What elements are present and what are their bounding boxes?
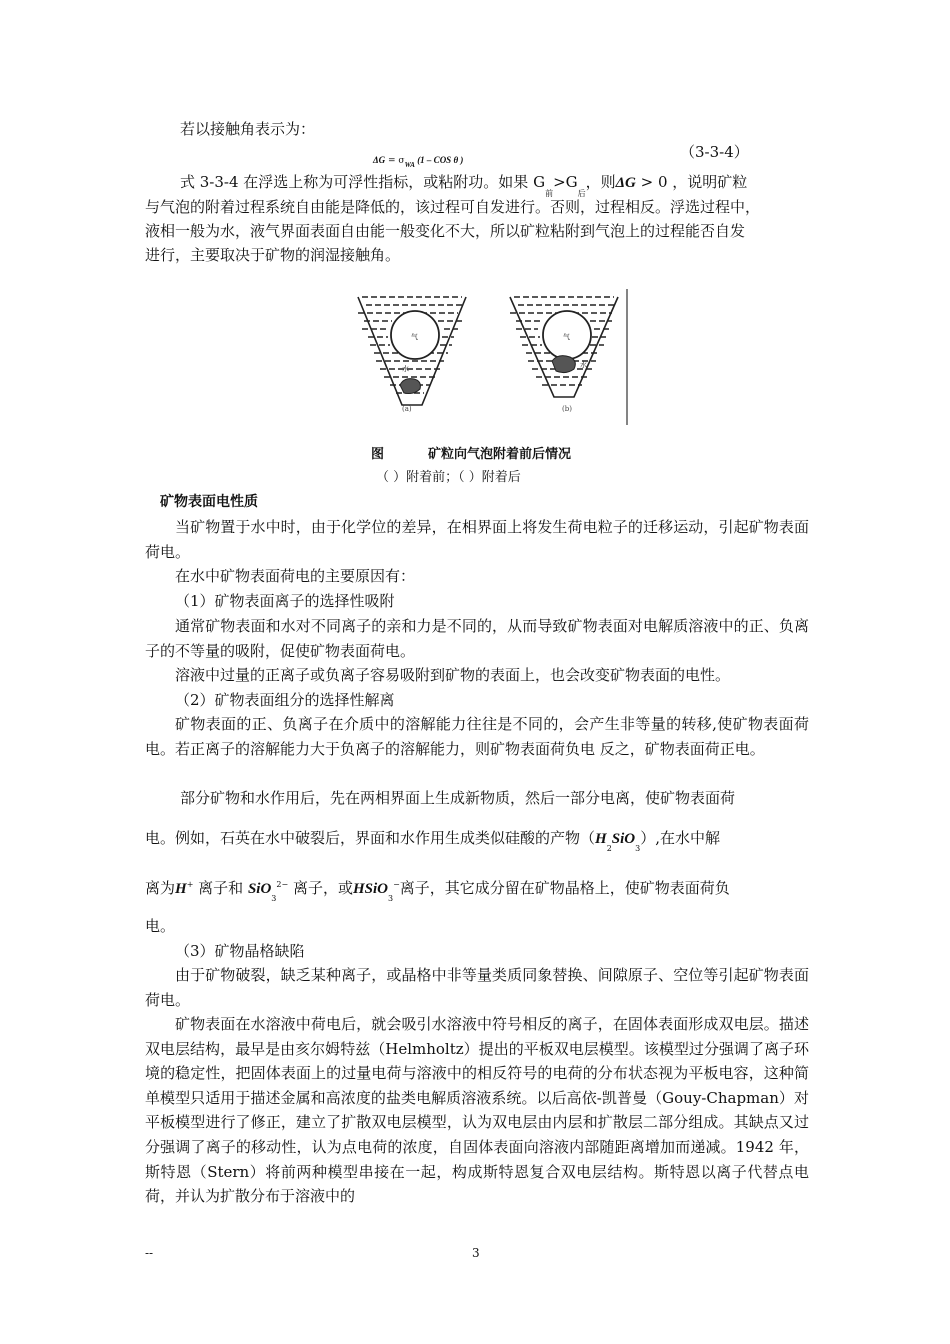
formula-h-sub: 2 bbox=[606, 844, 612, 853]
figure-caption: 矿粒向气泡附着前后情况 bbox=[428, 447, 572, 462]
p1-line3: 液相一般为水，液气界面表面自由能一般变化不大，所以矿粒粘附到气泡上的过程能否自发 bbox=[145, 222, 746, 240]
formula-eq: = σ bbox=[385, 156, 405, 166]
ion-hsio3-charge: − bbox=[393, 880, 400, 889]
ion-sio3-sub: 3 bbox=[271, 894, 277, 903]
formula bbox=[373, 154, 463, 167]
equation-number: （3-3-4） bbox=[680, 143, 749, 161]
p1-delta-g: ΔG bbox=[615, 175, 636, 191]
page-number: 3 bbox=[472, 1246, 480, 1260]
intro-text: 若以接触角表示为： bbox=[180, 120, 316, 138]
ion-h: H bbox=[175, 881, 187, 897]
para-h-line3 bbox=[145, 876, 730, 903]
para-f: （2）矿物表面组分的选择性解离 bbox=[175, 691, 395, 709]
para-b: 在水中矿物表面荷电的主要原因有： bbox=[175, 567, 416, 585]
formula-h: H bbox=[595, 831, 607, 847]
p1-text-c: > 0 ，说明矿粒 bbox=[635, 173, 748, 191]
ion-sio3-charge: 2− bbox=[276, 880, 289, 889]
p1-line2: 与气泡的附着过程系统自由能是降低的，该过程可自发进行。否则，过程相反。浮选过程中， bbox=[145, 198, 761, 216]
para-d: 通常矿物表面和水对不同离子的亲和力是不同的，从而导致矿物表面对电解质溶液中的正、负离子的不等量的吸附，促使矿物表面荷电。 bbox=[145, 617, 809, 660]
p1-mid: >G bbox=[553, 173, 578, 191]
formula-delta-g: ΔG bbox=[373, 155, 386, 165]
p1-sub-a: 前 bbox=[545, 189, 554, 198]
p1-sub-b: 后 bbox=[577, 189, 586, 198]
panel-a-bubble-label: 气 bbox=[411, 333, 418, 341]
formula-sub: WA bbox=[404, 161, 415, 169]
para-h-line1: 部分矿物和水作用后，先在两相界面上生成新物质，然后一部分电离，使矿物表面荷 bbox=[180, 789, 736, 807]
ion-h-charge: + bbox=[186, 880, 194, 889]
formula-sio: SiO bbox=[611, 831, 636, 847]
panel-a bbox=[358, 297, 466, 405]
formula-rest: (1 – COS θ ) bbox=[414, 155, 464, 165]
p1-text-b: ，则 bbox=[585, 173, 616, 191]
para-i: （3）矿物晶格缺陷 bbox=[175, 942, 305, 960]
panel-b-water-label: 水 bbox=[580, 361, 587, 369]
formula-sio-sub: 3 bbox=[635, 844, 641, 853]
para-h-text-b: ）,在水中解 bbox=[640, 829, 720, 847]
p1-line1 bbox=[180, 170, 748, 198]
para-j: 由于矿物破裂，缺乏某种离子，或晶格中非等量类质同象替换、间隙原子、空位等引起矿物表面荷电。 bbox=[145, 966, 809, 1009]
para-h3-b: 离子和 bbox=[193, 879, 248, 897]
section-title: 矿物表面电性质 bbox=[160, 494, 258, 510]
para-h3-c: 离子，或 bbox=[288, 879, 353, 897]
figure-subcaption: （ ）附着前；（ ）附着后 bbox=[376, 470, 521, 485]
para-h-text-a: 电。例如，石英在水中破裂后，界面和水作用生成类似硅酸的产物（ bbox=[145, 829, 596, 847]
panel-a-label: (a) bbox=[402, 405, 412, 413]
ion-hsio3-sub: 3 bbox=[387, 894, 394, 903]
footer-mark: -- bbox=[145, 1246, 154, 1260]
panel-b bbox=[510, 297, 618, 397]
figure-caption-prefix: 图 bbox=[371, 447, 385, 462]
panel-b-bubble-label: 气 bbox=[563, 333, 570, 341]
ion-hsio3: HSiO bbox=[352, 881, 388, 897]
p1-line4: 进行，主要取决于矿物的润湿接触角。 bbox=[145, 246, 401, 264]
panel-a-water-label: 水 bbox=[402, 365, 409, 373]
para-h-line4: 电。 bbox=[145, 917, 176, 935]
para-h-line2 bbox=[145, 826, 720, 853]
panel-b-label: (b) bbox=[562, 405, 572, 413]
para-e: 溶液中过量的正离子或负离子容易吸附到矿物的表面上，也会改变矿物表面的电性。 bbox=[175, 666, 731, 684]
bubble-attachment-figure bbox=[340, 287, 630, 427]
p1-text-a: 式 3-3-4 在浮选上称为可浮性指标，或粘附功。如果 G bbox=[180, 173, 546, 191]
para-g: 矿物表面的正、负离子在介质中的溶解能力往往是不同的，会产生非等量的转移,使矿物表面荷电。若正离子的溶解能力大于负离子的溶解能力，则矿物表面荷负电 反之，矿物表面荷正电。 bbox=[145, 715, 809, 758]
para-h3-d: 离子，其它成分留在矿物晶格上，使矿物表面荷负 bbox=[399, 879, 730, 897]
ion-sio3: SiO bbox=[247, 881, 272, 897]
para-c: （1）矿物表面离子的选择性吸附 bbox=[175, 592, 395, 610]
para-a: 当矿物置于水中时，由于化学位的差异，在相界面上将发生荷电粒子的迁移运动，引起矿物表面荷电。 bbox=[145, 518, 809, 561]
para-k: 矿物表面在水溶液中荷电后，就会吸引水溶液中符号相反的离子，在固体表面形成双电层。描述双电层结构，最早是由亥尔姆特兹（Helmholtz）提出的平板双电层模型。该模型过分强调了离子环境的稳定性，把固体表面上的过量电荷与溶液中的相反符号的电荷的分布状态视为平板电容，这种简单模型只适用于描述金属和高浓度的盐类电解质溶液系统。以后高依-凯普曼（Gouy-Chapman）对平板模型进行了修正，建立了扩散双电层模型，认为双电层由内层和扩散层二部分组成。其缺点又过分强调了离子的移动性，认为点电荷的浓度，自固体表面向溶液内部随距离增加而递减。1942 年，斯特恩（Stern）将前两种模型串接在一起，构成斯特恩复合双电层结构。斯特恩以离子代替点电荷，并认为扩散分布于溶液中的 bbox=[145, 1015, 809, 1206]
para-h3-a: 离为 bbox=[145, 879, 176, 897]
